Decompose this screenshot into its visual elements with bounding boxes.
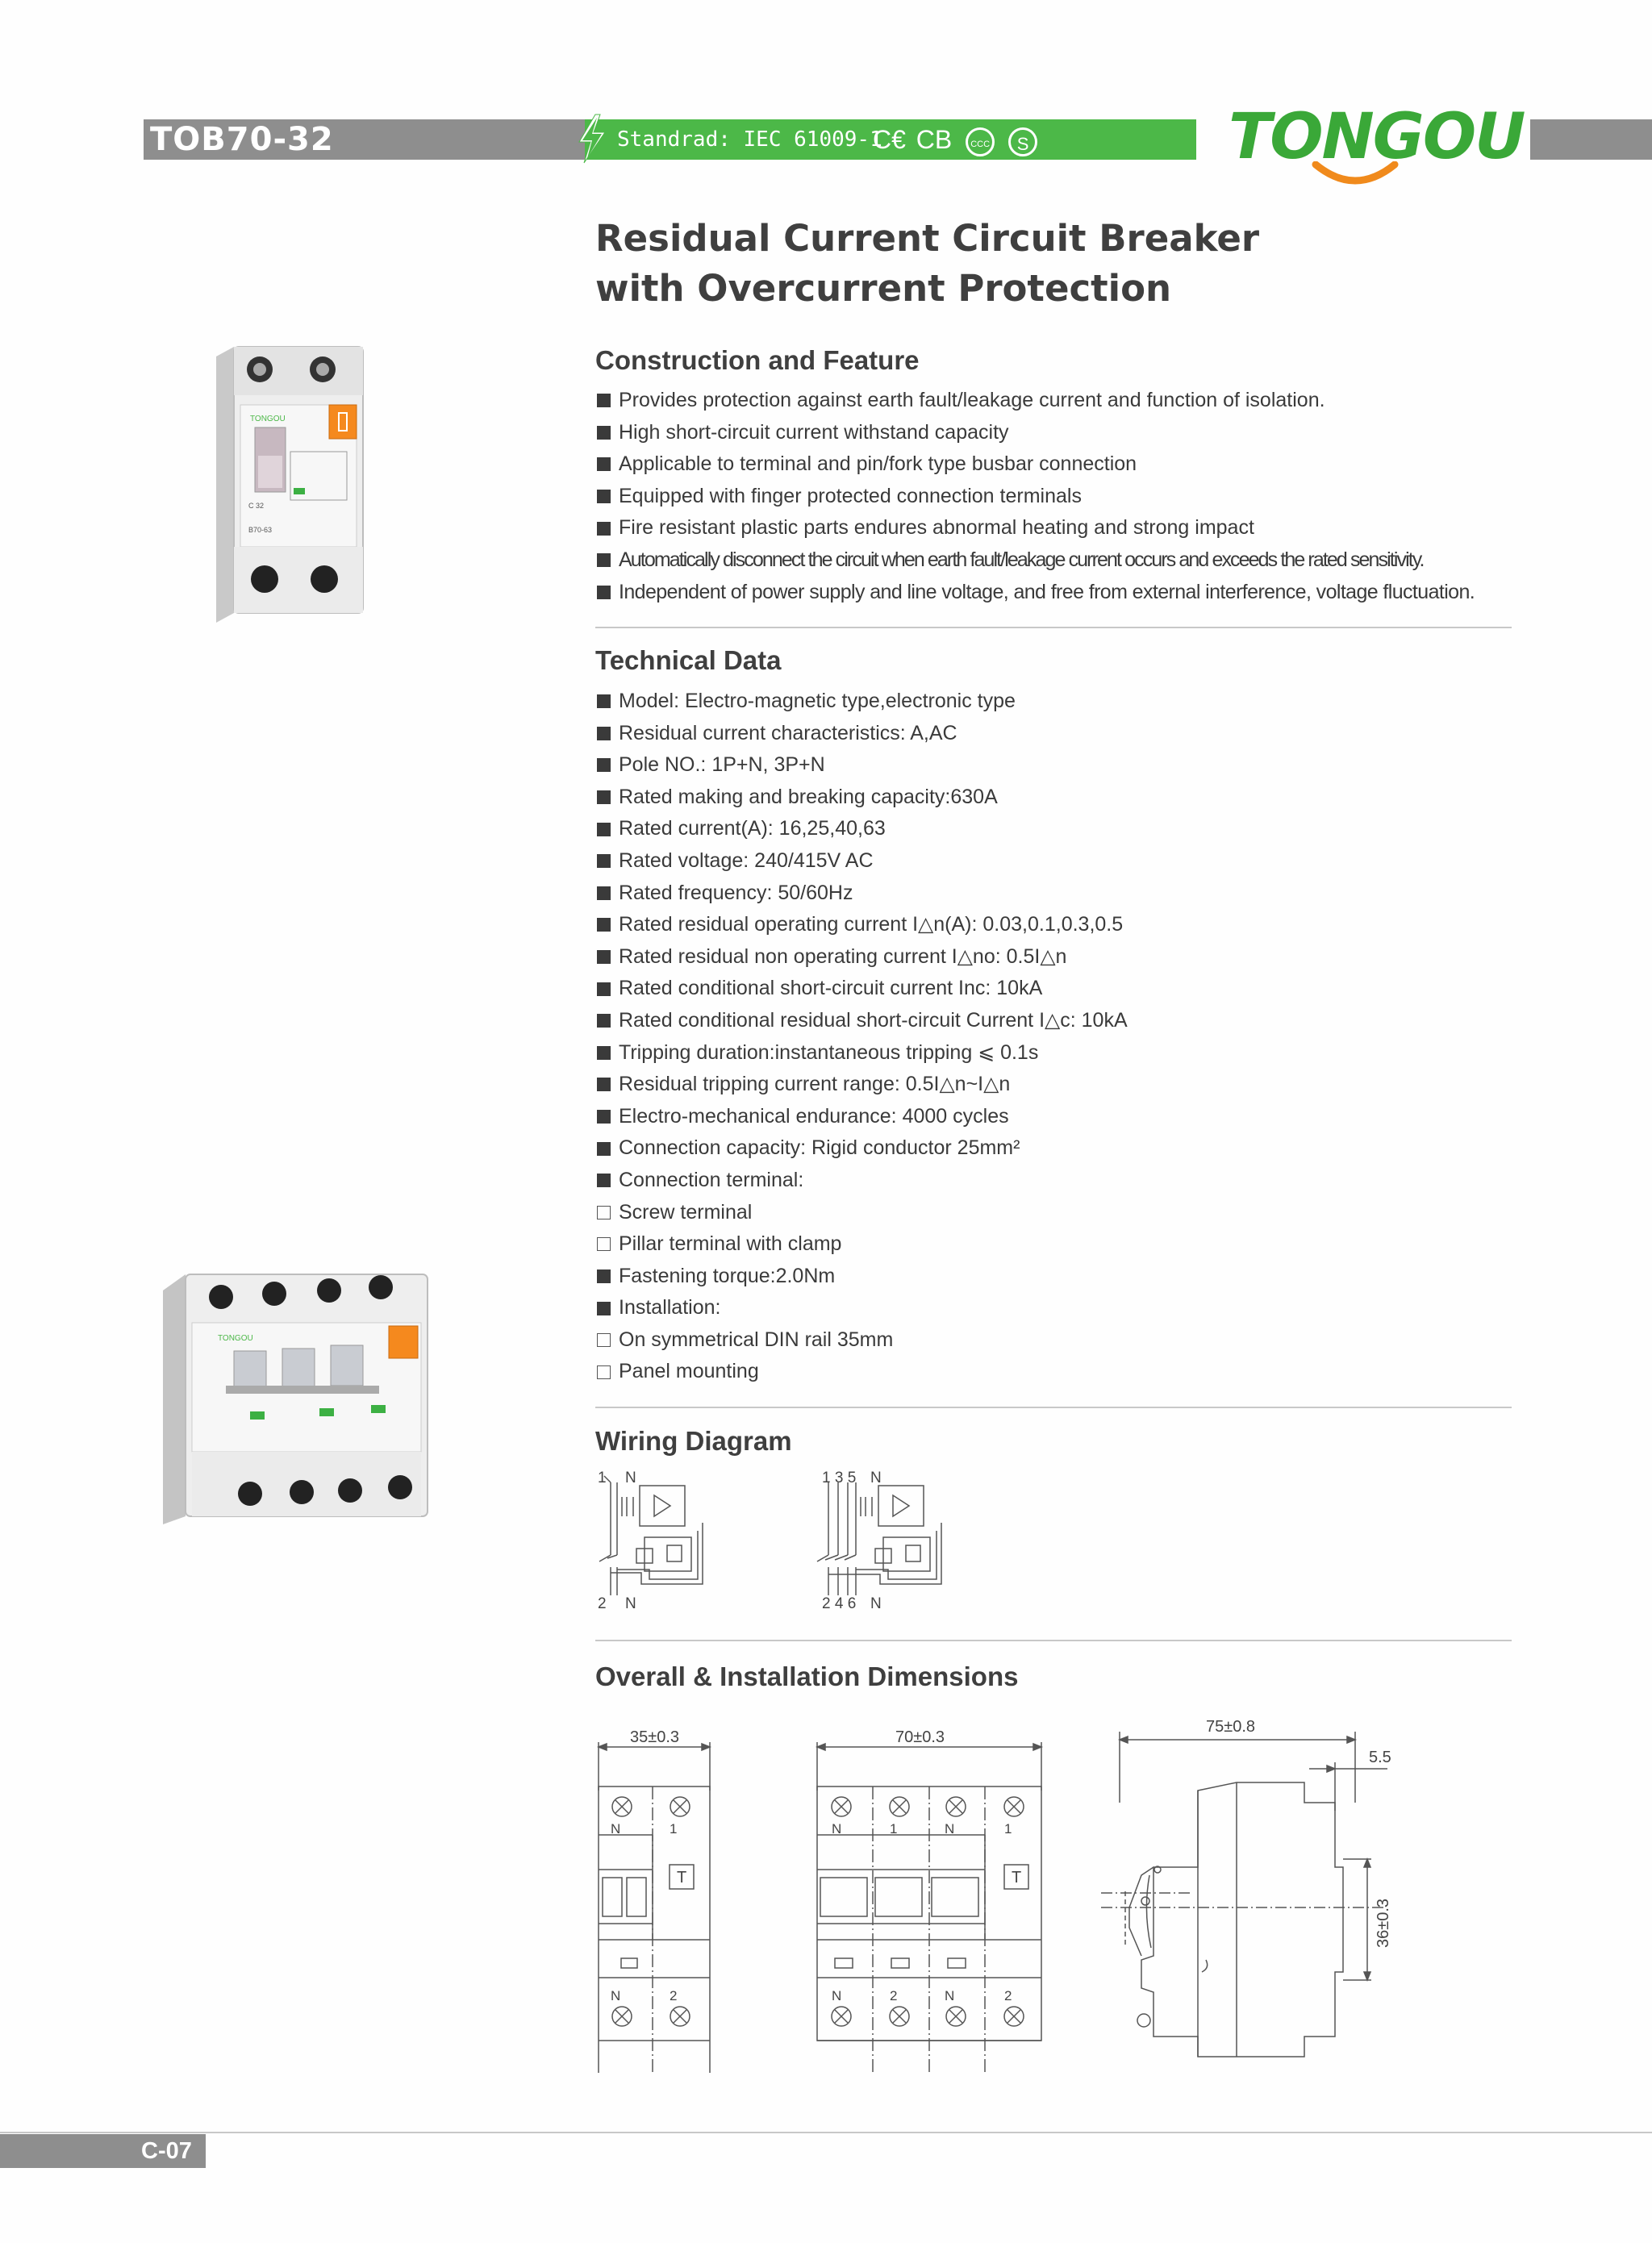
square-bullet-icon <box>597 950 611 964</box>
wiring-label: N <box>870 1595 882 1611</box>
square-bullet-icon <box>597 1110 611 1124</box>
dimension-offset: 5.5 <box>1369 1749 1391 1766</box>
checkbox-icon <box>597 1365 611 1379</box>
wiring-diagram-3p <box>811 1466 980 1611</box>
list-item: Model: Electro-magnetic type,electronic type <box>597 686 1128 718</box>
list-item: Rated residual non operating current I△no: 0.5I△n <box>597 941 1128 973</box>
dimension-rail-height: 36±0.3 <box>1375 1898 1392 1948</box>
svg-text:1: 1 <box>670 1821 678 1837</box>
square-bullet-icon <box>597 918 611 932</box>
product-image-3p <box>153 1258 444 1549</box>
title-line-2: with Overcurrent Protection <box>595 267 1172 310</box>
wiring-label: N <box>625 1595 636 1611</box>
svg-text:TONGOU: TONGOU <box>250 415 286 423</box>
construction-heading: Construction and Feature <box>595 345 920 375</box>
logo-smile-icon <box>1311 161 1400 190</box>
dimension-drawing-1p <box>585 1718 726 2073</box>
certification-marks <box>873 119 1037 160</box>
wiring-label: N <box>870 1470 882 1486</box>
wiring-label: 2 4 6 <box>822 1595 857 1611</box>
list-item: Pillar terminal with clamp <box>597 1228 1128 1261</box>
square-bullet-icon <box>597 1270 611 1283</box>
square-bullet-icon <box>597 1142 611 1156</box>
standard-text: Standrad: IEC 61009-1 <box>617 127 882 152</box>
list-item: Connection terminal: <box>597 1165 1128 1197</box>
dimension-depth: 75±0.8 <box>1206 1718 1256 1736</box>
square-bullet-icon <box>597 1014 611 1028</box>
svg-text:2: 2 <box>1004 1988 1012 2003</box>
svg-text:TONGOU: TONGOU <box>218 1334 253 1343</box>
square-bullet-icon <box>597 426 611 440</box>
technical-list <box>597 686 1128 1388</box>
list-item: Pole NO.: 1P+N, 3P+N <box>597 749 1128 782</box>
list-item: Residual tripping current range: 0.5I△n~I△n <box>597 1069 1128 1101</box>
construction-list <box>597 385 1475 608</box>
list-item: Rated residual operating current I△n(A): 0.03,0.1,0.3,0.5 <box>597 909 1128 941</box>
square-bullet-icon <box>597 394 611 407</box>
square-bullet-icon <box>597 586 611 599</box>
lightning-icon <box>574 113 610 165</box>
square-bullet-icon <box>597 1078 611 1091</box>
list-item: On symmetrical DIN rail 35mm <box>597 1324 1128 1357</box>
square-bullet-icon <box>597 823 611 836</box>
wiring-label: 1 <box>598 1470 607 1486</box>
list-item: Electro-mechanical endurance: 4000 cycles <box>597 1101 1128 1133</box>
svg-text:T: T <box>1012 1869 1022 1887</box>
dimensions-heading: Overall & Installation Dimensions <box>595 1661 1019 1691</box>
wiring-heading: Wiring Diagram <box>595 1426 792 1456</box>
list-item: Rated current(A): 16,25,40,63 <box>597 813 1128 845</box>
checkbox-icon <box>597 1206 611 1219</box>
list-item: Screw terminal <box>597 1197 1128 1229</box>
list-item: Rated conditional short-circuit current Inc: 10kA <box>597 973 1128 1005</box>
svg-text:N: N <box>832 1821 842 1837</box>
footer-divider <box>0 2132 1652 2133</box>
wiring-label: 1 3 5 <box>822 1470 857 1486</box>
list-item: Connection capacity: Rigid conductor 25mm² <box>597 1132 1128 1165</box>
list-item: Independent of power supply and line voltage, and free from external interference, voltage fluctuation. <box>597 577 1475 609</box>
svg-text:T: T <box>677 1869 687 1887</box>
list-item: Rated voltage: 240/415V AC <box>597 845 1128 878</box>
list-item: Panel mounting <box>597 1356 1128 1388</box>
product-image-1p <box>194 339 387 637</box>
list-item: High short-circuit current withstand capacity <box>597 417 1475 449</box>
section-divider <box>595 627 1512 628</box>
dimension-drawing-side <box>1093 1714 1416 2061</box>
list-item: Rated frequency: 50/60Hz <box>597 878 1128 910</box>
square-bullet-icon <box>597 886 611 900</box>
list-item: Fastening torque:2.0Nm <box>597 1261 1128 1293</box>
page-title <box>595 214 1321 314</box>
svg-text:1: 1 <box>1004 1821 1012 1837</box>
square-bullet-icon <box>597 490 611 503</box>
s-mark-icon: S <box>1008 127 1037 156</box>
dimension-width: 70±0.3 <box>895 1728 945 1746</box>
ce-mark-icon: C€ <box>873 125 906 154</box>
svg-text:C 32: C 32 <box>248 502 265 510</box>
wiring-diagram-1p <box>593 1466 746 1611</box>
wiring-label: N <box>625 1470 636 1486</box>
svg-text:1: 1 <box>890 1821 898 1837</box>
svg-text:N: N <box>945 1988 955 2003</box>
square-bullet-icon <box>597 522 611 536</box>
list-item: Residual current characteristics: A,AC <box>597 718 1128 750</box>
model-number: TOB70-32 <box>150 121 334 158</box>
square-bullet-icon <box>597 1046 611 1060</box>
section-divider <box>595 1640 1512 1641</box>
list-item: Tripping duration:instantaneous tripping ⩽ 0.1s <box>597 1037 1128 1069</box>
dimension-width: 35±0.3 <box>630 1728 680 1746</box>
list-item: Equipped with finger protected connection terminals <box>597 481 1475 513</box>
square-bullet-icon <box>597 982 611 996</box>
list-item: Rated making and breaking capacity:630A <box>597 782 1128 814</box>
square-bullet-icon <box>597 457 611 471</box>
list-item: Fire resistant plastic parts endures abnormal heating and strong impact <box>597 512 1475 544</box>
square-bullet-icon <box>597 854 611 868</box>
list-item: Provides protection against earth fault/leakage current and function of isolation. <box>597 385 1475 417</box>
svg-text:B70-63: B70-63 <box>248 526 273 534</box>
svg-text:N: N <box>611 1821 621 1837</box>
svg-text:N: N <box>945 1821 955 1837</box>
list-item: Installation: <box>597 1292 1128 1324</box>
svg-text:N: N <box>832 1988 842 2003</box>
wiring-label: 2 <box>598 1595 607 1611</box>
checkbox-icon <box>597 1333 611 1347</box>
svg-text:N: N <box>611 1988 621 2003</box>
ccc-mark-icon: CCC <box>966 127 995 156</box>
list-item: Rated conditional residual short-circuit Current I△c: 10kA <box>597 1005 1128 1037</box>
brand-logo: TONGOU <box>1229 101 1525 173</box>
square-bullet-icon <box>597 1174 611 1187</box>
square-bullet-icon <box>597 790 611 804</box>
page-number: C-07 <box>141 2138 192 2164</box>
header-right-bar <box>1530 119 1652 160</box>
technical-heading: Technical Data <box>595 645 782 675</box>
svg-text:2: 2 <box>890 1988 898 2003</box>
checkbox-icon <box>597 1237 611 1251</box>
square-bullet-icon <box>597 727 611 740</box>
square-bullet-icon <box>597 1302 611 1315</box>
list-item: Automatically disconnect the circuit when earth fault/leakage current occurs and exceeds the rated sensitivity. <box>597 544 1475 577</box>
square-bullet-icon <box>597 758 611 772</box>
dimension-drawing-3p <box>811 1718 1053 2073</box>
title-line-1: Residual Current Circuit Breaker <box>595 217 1260 260</box>
svg-text:2: 2 <box>670 1988 678 2003</box>
cb-mark-icon: CB <box>916 125 953 154</box>
list-item: Applicable to terminal and pin/fork type busbar connection <box>597 448 1475 481</box>
square-bullet-icon <box>597 553 611 567</box>
section-divider <box>595 1407 1512 1408</box>
square-bullet-icon <box>597 694 611 708</box>
